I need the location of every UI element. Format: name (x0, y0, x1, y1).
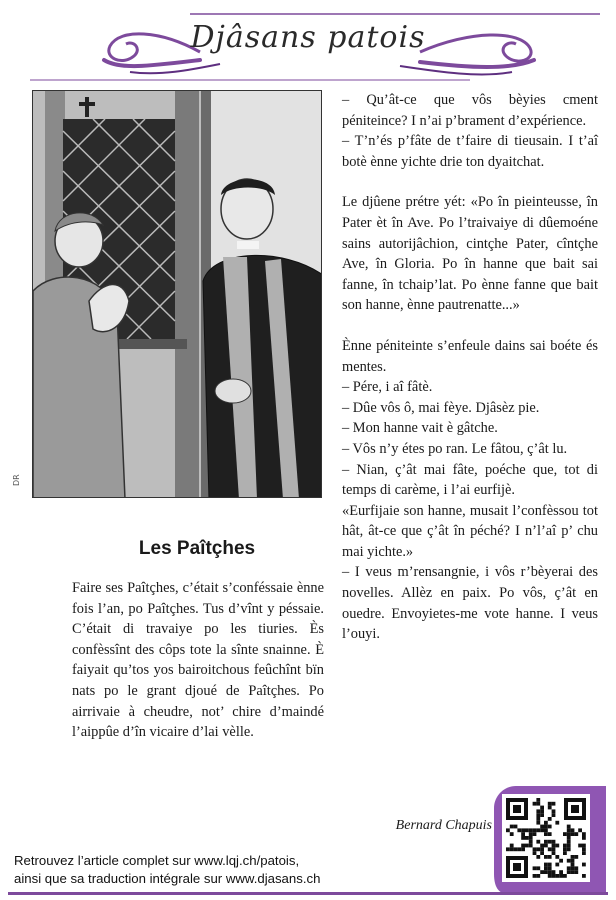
dialogue-paragraph: Le djûene prétre yét: «Po în pieinteusse, în Pater èt în Ave. Po l’traivaiye di dûemoéne sains autorijâchion, cintçhe Pater, cîntçhe Ave, în Gloria. Po în hanne que bait sai fanne, în tchaip’lat. Po ènne fanne que bait son hanne, ènne pautrenatte...» (342, 194, 598, 314)
page-title: Djâsans patois (190, 20, 426, 55)
header-banner (0, 0, 616, 88)
footer-line-2[interactable]: ainsi que sa traduction intégrale sur www.djasans.ch (14, 871, 321, 886)
footer-note (14, 852, 434, 888)
dialogue-paragraph: – Pére, i aî fâtè. (342, 379, 433, 396)
footer-divider (8, 892, 608, 895)
qr-code-icon[interactable] (494, 786, 606, 894)
intro-paragraph: Faire ses Paîtçhes, c’était s’conféssaie ènne fois l’an, po Paîtçhes. Tus d’vînt y péssaie. C’était di travaiye po les tiuries. Ès confèssînt des côps tote la sînte snainne. È faiyait qu’tos yos bairoitchous feûchînt bïn nats po le grant djoué de Paîtçhes. Po airrivaie à cheudre, not’ chire d’maindé l’aippûe d’în vicaire d’lai vèlle. (72, 580, 324, 741)
dialogue-column (342, 90, 598, 645)
photo-credit: DR (12, 474, 21, 486)
dialogue-paragraph: «Eurfijaie son hanne, musait l’confèssou tot hât, ât-ce que ç’ât în péché? I n’l’aî p’ chu mai yichte.» (342, 502, 598, 560)
article-title: Les Paîtçhes (138, 538, 256, 559)
dialogue-paragraph: Ènne péniteinte s’enfeule dains sai boéte és mentes. (342, 337, 598, 375)
dialogue-paragraph: – Vôs n’y étes po ran. Le fâtou, ç’ât lu. (342, 440, 568, 457)
dialogue-paragraph: – Mon hanne vait è gâtche. (342, 420, 498, 437)
dialogue-paragraph: – Qu’ât-ce que vôs bèyies cment péniteince? I n’ai p’brament d’expérience. (342, 92, 598, 129)
article-intro (72, 578, 324, 743)
author-signature: Bernard Chapuis (395, 818, 492, 833)
footer-line-1[interactable]: Retrouvez l’article complet sur www.lqj.ch/patois, (14, 853, 300, 868)
dialogue-paragraph: – I veus m’rensangnie, i vôs r’bèyerai des novelles. Allèz en paix. Po vôs, ç’ât en ouedre. Envoyietes-me vote hanne. I veus l’ouyi. (342, 564, 598, 643)
dialogue-paragraph: – Dûe vôs ô, mai fèye. Djâsèz pie. (342, 399, 540, 416)
dialogue-paragraph: – T’n’és p’fâte de t’faire di tieusain. I t’aî botè ènne yichte drie ton dyaitchat. (342, 133, 598, 170)
dialogue-paragraph: – Nian, ç’ât mai fâte, poéche que, tot di temps di carème, i l’ai eurfijè. (342, 461, 598, 499)
confessional-illustration (32, 90, 322, 498)
